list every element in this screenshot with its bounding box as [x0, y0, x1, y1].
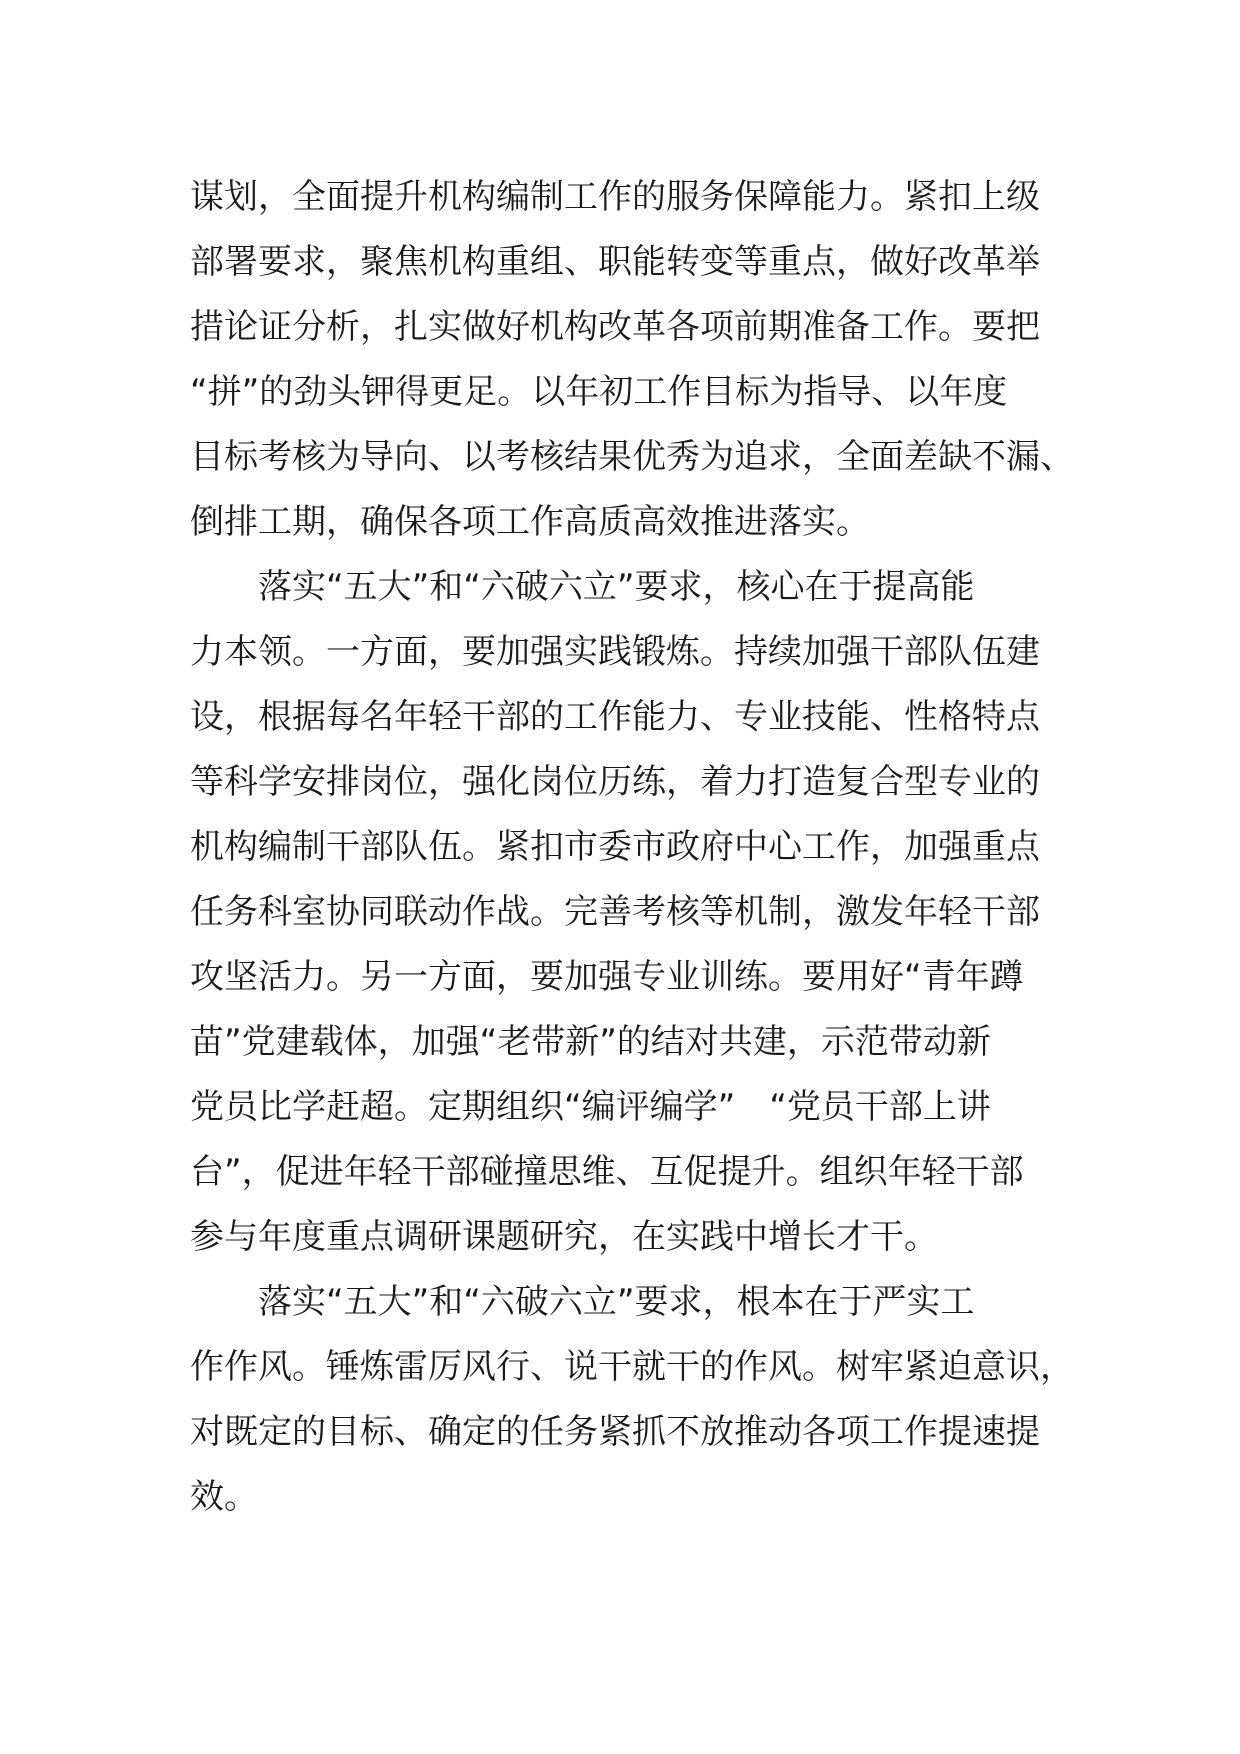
text-line: 措论证分析，扎实做好机构改革各项前期准备工作。要把 [190, 307, 1040, 347]
text-line: “拼”的劲头钾得更足。以年初工作目标为指导、以年度 [190, 372, 1008, 412]
text-line: 机构编制干部队伍。紧扣市委市政府中心工作，加强重点 [190, 827, 1040, 867]
text-line: 落实“五大”和“六破六立”要求，核心在于提高能 [190, 567, 975, 607]
text-line: 对既定的目标、确定的任务紧抓不放推动各项工作提速提 [190, 1412, 1040, 1452]
document-body [190, 165, 1074, 1530]
text-line: 目标考核为导向、以考核结果优秀为追求，全面差缺不漏、 [190, 437, 1074, 477]
text-line: 台”，促进年轻干部碰撞思维、互促提升。组织年轻干部 [190, 1152, 1024, 1192]
text-line: 党员比学赶超。定期组织“编评编学” “党员干部上讲 [190, 1087, 991, 1127]
text-line: 任务科室协同联动作战。完善考核等机制，激发年轻干部 [190, 892, 1040, 932]
text-line: 力本领。一方面，要加强实践锻炼。持续加强干部队伍建 [190, 632, 1040, 672]
text-line: 攻坚活力。另一方面，要加强专业训练。要用好“青年蹲 [190, 957, 1024, 997]
text-line: 部署要求，聚焦机构重组、职能转变等重点，做好改革举 [190, 242, 1040, 282]
text-line: 苗”党建载体，加强“老带新”的结对共建，示范带动新 [190, 1022, 991, 1062]
text-line: 倒排工期，确保各项工作高质高效推进落实。 [190, 502, 870, 542]
text-line: 谋划，全面提升机构编制工作的服务保障能力。紧扣上级 [190, 177, 1040, 217]
text-line: 作作风。锤炼雷厉风行、说干就干的作风。树牢紧迫意识， [190, 1347, 1074, 1387]
text-line: 落实“五大”和“六破六立”要求，根本在于严实工 [190, 1282, 975, 1322]
text-line: 效。 [190, 1477, 258, 1517]
text-line: 等科学安排岗位，强化岗位历练，着力打造复合型专业的 [190, 762, 1040, 802]
text-line: 参与年度重点调研课题研究，在实践中增长才干。 [190, 1217, 938, 1257]
text-line: 设，根据每名年轻干部的工作能力、专业技能、性格特点 [190, 697, 1040, 737]
